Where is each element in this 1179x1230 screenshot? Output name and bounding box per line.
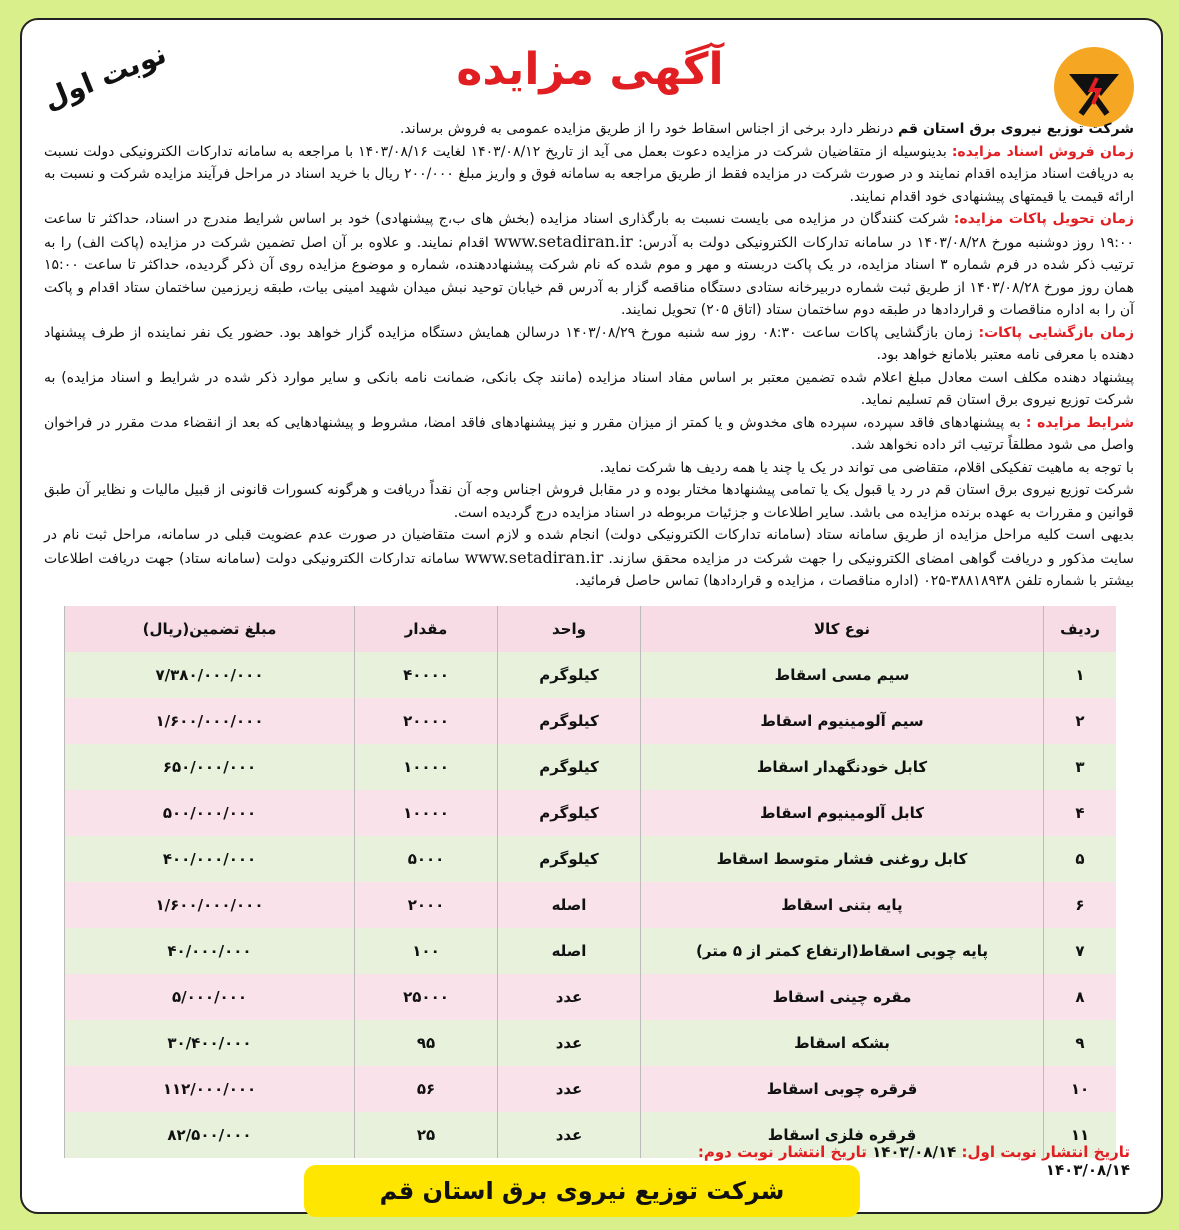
cell-amount: ۷/۳۸۰/۰۰۰/۰۰۰ xyxy=(65,652,355,698)
cell-amount: ۶۵۰/۰۰۰/۰۰۰ xyxy=(65,744,355,790)
cell-qty: ۲۰۰۰۰ xyxy=(355,698,498,744)
table-body xyxy=(65,652,1117,1158)
cell-unit: کیلوگرم xyxy=(498,836,641,882)
cell-unit: عدد xyxy=(498,1112,641,1158)
doc-sale-text: بدینوسیله از متقاضیان شرکت در مزایده دعوت بعمل می آید از تاریخ ۱۴۰۳/۰۸/۱۲ لغایت ۱۴۰۳/۰۸/۱۶ با مراجعه به سامانه تدارکات الکترونیکی دولت نسبت به دریافت اسناد مزایده اقدام نمایند و در صورت شرکت در مزایده فقط از طریق مراجعه به سامانه فوق و واریز مبلغ ۲۰۰/۰۰۰ ریال با خرید اسناد در مراحل فرآیند مزایده شرکت و نسبت به ارائه قیمت یا قیمتهای پیشنهادی خود اقدام نمایند. xyxy=(44,143,1134,205)
intro-paragraph xyxy=(44,118,1134,141)
setad-paragraph xyxy=(44,524,1134,593)
cell-row: ۶ xyxy=(1044,882,1117,928)
opening-label: زمان بازگشایی پاکات: xyxy=(978,324,1135,341)
cell-row: ۱۰ xyxy=(1044,1066,1117,1112)
table-row xyxy=(65,836,1117,882)
cell-item: پایه بتنی اسقاط xyxy=(641,882,1044,928)
cell-qty: ۹۵ xyxy=(355,1020,498,1066)
cell-unit: عدد xyxy=(498,974,641,1020)
page-title: آگهی مزایده xyxy=(456,44,724,95)
cell-item: کابل روغنی فشار متوسط اسقاط xyxy=(641,836,1044,882)
cell-item: قرقره چوبی اسقاط xyxy=(641,1066,1044,1112)
first-date: ۱۴۰۳/۰۸/۱۴ xyxy=(872,1143,957,1161)
delivery-paragraph xyxy=(44,208,1134,322)
guarantee-paragraph: پیشنهاد دهنده مکلف است معادل مبلغ اعلام شده تضمین معتبر بر اساس مفاد اسناد مزایده (مانند چک بانکی، ضمانت نامه بانکی و سایر موارد ذکر شده در شرایط و اسناد مزایده) به شرکت توزیع نیروی برق استان قم تسلیم نماید. xyxy=(44,369,1134,408)
doc-sale-label: زمان فروش اسناد مزایده: xyxy=(951,143,1134,160)
publication-stamp: نوبت اول xyxy=(38,36,171,117)
cell-row: ۴ xyxy=(1044,790,1117,836)
cell-amount: ۴۰/۰۰۰/۰۰۰ xyxy=(65,928,355,974)
cell-amount: ۱۱۲/۰۰۰/۰۰۰ xyxy=(65,1066,355,1112)
cell-item: قرقره فلزی اسقاط xyxy=(641,1112,1044,1158)
setad-text: بدیهی است کلیه مراحل مزایده از طریق سامانه ستاد (سامانه تدارکات الکترونیکی دولت) انجام شده و لازم است متقاضیان در صورت عدم عضویت قبلی در سامانه، مراحل ثبت نام در سایت مذکور و دریافت گواهی امضای الکترونیکی را جهت شرکت در مزایده محقق سازند. xyxy=(44,527,1135,567)
separable-paragraph: با توجه به ماهیت تفکیکی اقلام، متقاضی می تواند در یک یا چند یا همه ردیف ها شرکت نماید. xyxy=(599,459,1134,476)
cell-item: مقره چینی اسقاط xyxy=(641,974,1044,1020)
table-row xyxy=(65,928,1117,974)
intro-text: درنظر دارد برخی از اجناس اسقاط خود را از طریق مزایده عمومی به فروش برساند. xyxy=(399,121,894,137)
table-row xyxy=(65,790,1117,836)
setad-text-2: سامانه تدارکات الکترونیکی دولت (سامانه ستاد) جهت دریافت اطلاعات بیشتر با شماره تلفن ۳۸۸۱۸۹۳۸-۰۲۵ (اداره مناقصات ، مزایده و قراردادها) تماس حاصل فرمائید. xyxy=(44,550,1134,589)
cell-item: بشکه اسقاط xyxy=(641,1020,1044,1066)
cell-item: سیم آلومینیوم اسقاط xyxy=(641,698,1044,744)
header-row: ردیف xyxy=(1044,606,1117,652)
cell-unit: اصله xyxy=(498,882,641,928)
cell-row: ۸ xyxy=(1044,974,1117,1020)
company-footer: شرکت توزیع نیروی برق استان قم xyxy=(304,1165,860,1217)
items-table xyxy=(64,606,1116,1158)
conditions-text: به پیشنهادهای فاقد سپرده، سپرده های مخدوش و یا کمتر از میزان مقرر و نیز پیشنهادهای فاقد امضا، مشروط و پیشنهادهایی که بعد از انقضاء مدت مقرر در فراخوان واصل می شود مطلقاً ترتیب اثر داده نخواهد شد. xyxy=(44,414,1134,453)
table-row xyxy=(65,1020,1117,1066)
cell-row: ۱ xyxy=(1044,652,1117,698)
intro-company: شرکت توزیع نیروی برق استان قم xyxy=(897,121,1134,137)
table-header-row xyxy=(65,606,1117,652)
cell-amount: ۱/۶۰۰/۰۰۰/۰۰۰ xyxy=(65,882,355,928)
header-qty: مقدار xyxy=(355,606,498,652)
cell-unit: اصله xyxy=(498,928,641,974)
conditions-paragraph xyxy=(44,412,1134,457)
header-unit: واحد xyxy=(498,606,641,652)
cell-unit: کیلوگرم xyxy=(498,698,641,744)
cell-qty: ۵۰۰۰ xyxy=(355,836,498,882)
cell-item: کابل خودنگهدار اسقاط xyxy=(641,744,1044,790)
cell-unit: کیلوگرم xyxy=(498,790,641,836)
setadiran-link[interactable]: www.setadiran.ir xyxy=(494,231,633,251)
table-row xyxy=(65,698,1117,744)
cell-row: ۳ xyxy=(1044,744,1117,790)
cell-qty: ۲۵۰۰۰ xyxy=(355,974,498,1020)
conditions-label: شرایط مزایده : xyxy=(1025,414,1135,431)
notice-body xyxy=(44,118,1134,593)
opening-paragraph xyxy=(44,322,1134,367)
first-date-label: تاریخ انتشار نوبت اول: xyxy=(961,1143,1130,1161)
cell-qty: ۵۶ xyxy=(355,1066,498,1112)
cell-row: ۱۱ xyxy=(1044,1112,1117,1158)
cell-qty: ۴۰۰۰۰ xyxy=(355,652,498,698)
delivery-label: زمان تحویل پاکات مزایده: xyxy=(953,211,1134,227)
cell-item: کابل آلومینیوم اسقاط xyxy=(641,790,1044,836)
setadiran-link-2[interactable]: www.setadiran.ir xyxy=(464,547,604,567)
cell-qty: ۱۰۰۰۰ xyxy=(355,744,498,790)
cell-row: ۹ xyxy=(1044,1020,1117,1066)
cell-amount: ۵۰۰/۰۰۰/۰۰۰ xyxy=(65,790,355,836)
delivery-text-2: اقدام نمایند. و علاوه بر آن اصل تضمین شرکت در مزایده (پاکت الف) را به ترتیب ذکر شده در فرم شماره ۳ اسناد مزایده، در یک پاکت دربسته و مهر و موم شده که نام شرکت پیشنهاددهنده، شماره و موضوع مزایده روی آن ذکر گردیده، حداکثر تا ساعت ۱۵:۰۰ همان روز مورخ ۱۴۰۳/۰۸/۲۸ از طریق ثبت شماره دربیرخانه ستادی دستگاه مناقصه گزار به آدرس قم خیابان توحید نبش میدان شهید امینی بیات، طبقه زیرزمین ساختمان ستاد اقدام و پاکت آن را به اداره مناقصات و قراردادها در طبقه دوم ساختمان ستاد (اتاق ۲۰۵) تحویل نمایند. xyxy=(44,234,1135,318)
cell-qty: ۱۰۰۰۰ xyxy=(355,790,498,836)
second-date-label: تاریخ انتشار نوبت دوم: xyxy=(697,1143,867,1161)
second-date: ۱۴۰۳/۰۸/۱۴ xyxy=(1045,1161,1130,1179)
delivery-text: شرکت کنندگان در مزایده می بایست نسبت به بارگذاری اسناد مزایده (بخش های ب،ج پیشنهادی) خود بر اساس شرایط مندرج در اسناد، حداکثر تا ساعت ۱۹:۰۰ روز دوشنبه مورخ ۱۴۰۳/۰۸/۲۸ در سامانه تدارکات الکترونیکی دولت به آدرس: xyxy=(44,211,1135,251)
cell-unit: عدد xyxy=(498,1020,641,1066)
table-row xyxy=(65,882,1117,928)
cell-row: ۵ xyxy=(1044,836,1117,882)
cell-unit: کیلوگرم xyxy=(498,652,641,698)
cell-amount: ۸۲/۵۰۰/۰۰۰ xyxy=(65,1112,355,1158)
table-row xyxy=(65,1066,1117,1112)
cell-amount: ۱/۶۰۰/۰۰۰/۰۰۰ xyxy=(65,698,355,744)
cell-unit: کیلوگرم xyxy=(498,744,641,790)
cell-qty: ۲۵ xyxy=(355,1112,498,1158)
table-row xyxy=(65,652,1117,698)
cell-amount: ۴۰۰/۰۰۰/۰۰۰ xyxy=(65,836,355,882)
cell-amount: ۵/۰۰۰/۰۰۰ xyxy=(65,974,355,1020)
rights-paragraph: شرکت توزیع نیروی برق استان قم در رد یا قبول یک یا تمامی پیشنهادها مختار بوده و در مقابل فروش اجناس وجه آن نقداً دریافت و هرگونه کسورات قانونی از قبیل مالیات و نظایر آن طبق قوانین و مقررات به عهده برنده مزایده می باشد. سایر اطلاعات و جزئیات مربوطه در اسناد مزایده درج گردیده است. xyxy=(44,482,1134,521)
cell-amount: ۳۰/۴۰۰/۰۰۰ xyxy=(65,1020,355,1066)
cell-unit: عدد xyxy=(498,1066,641,1112)
header-item: نوع کالا xyxy=(641,606,1044,652)
cell-qty: ۱۰۰ xyxy=(355,928,498,974)
doc-sale-paragraph xyxy=(44,141,1134,209)
table-row xyxy=(65,744,1117,790)
opening-text: زمان بازگشایی پاکات ساعت ۰۸:۳۰ روز سه شنبه مورخ ۱۴۰۳/۰۸/۲۹ درسالن همایش دستگاه مزایده گزار خواهد بود. حضور یک نفر نماینده از طرف پیشنهاد دهنده با معرفی نامه معتبر بلامانع خواهد بود. xyxy=(44,324,1134,363)
table-row xyxy=(65,974,1117,1020)
cell-qty: ۲۰۰۰ xyxy=(355,882,498,928)
cell-row: ۷ xyxy=(1044,928,1117,974)
cell-row: ۲ xyxy=(1044,698,1117,744)
header-amount: مبلغ تضمین(ریال) xyxy=(65,606,355,652)
cell-item: پایه چوبی اسقاط(ارتفاع کمتر از ۵ متر) xyxy=(641,928,1044,974)
cell-item: سیم مسی اسقاط xyxy=(641,652,1044,698)
